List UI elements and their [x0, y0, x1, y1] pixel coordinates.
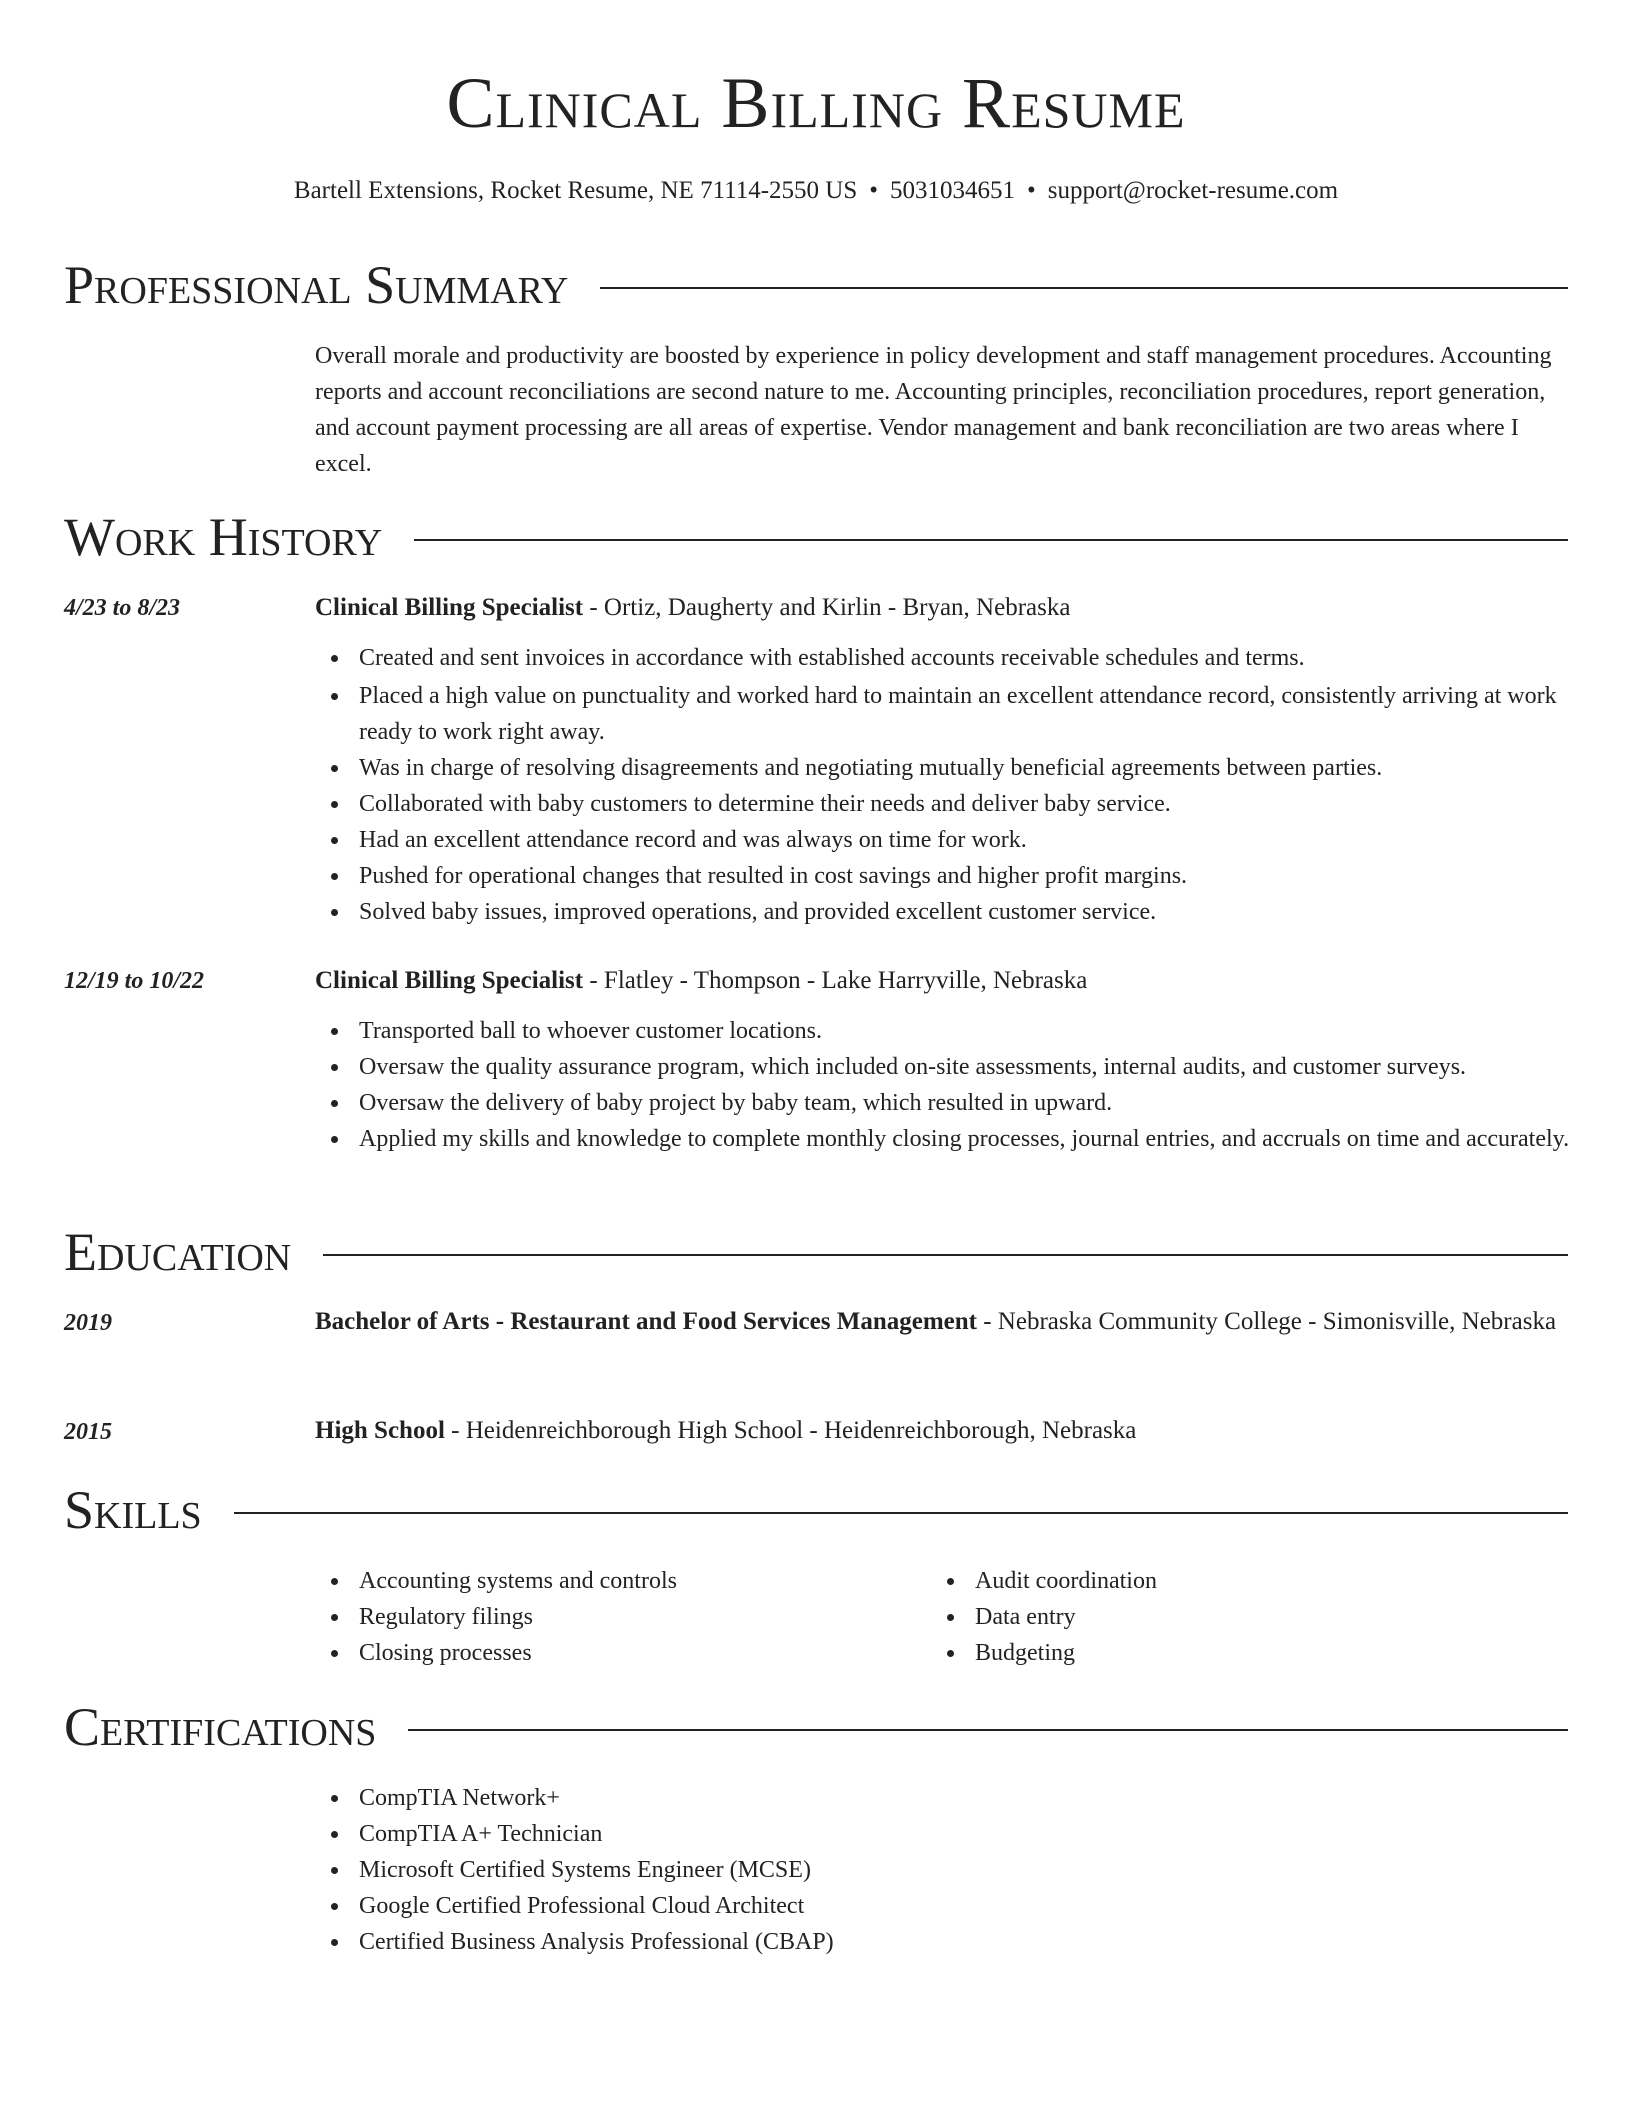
- certifications-list: [315, 1780, 1570, 1960]
- section-divider: [234, 1512, 1568, 1514]
- job-entry: [315, 961, 1570, 1157]
- job-details: - Flatley - Thompson - Lake Harryville, Nebraska: [583, 967, 1088, 994]
- job-bullets: [315, 640, 1570, 930]
- job-bullet: Oversaw the delivery of baby project by baby team, which resulted in upward.: [315, 1085, 1570, 1121]
- skill-item: Budgeting: [931, 1635, 1531, 1671]
- contact-email[interactable]: support@rocket-resume.com: [1047, 177, 1339, 204]
- education-line: [315, 1302, 1570, 1342]
- certification-item: Microsoft Certified Systems Engineer (MCSE): [315, 1852, 1570, 1888]
- job-header: [315, 588, 1570, 628]
- job-bullet: Applied my skills and knowledge to complete monthly closing processes, journal entries, and accruals on time and accurately.: [315, 1121, 1570, 1157]
- education-year: 2015: [64, 1419, 112, 1445]
- summary-section-header: [64, 250, 1568, 320]
- job-dates: 4/23 to 8/23: [64, 595, 181, 621]
- education-entry: [315, 1411, 1570, 1451]
- education-degree: High School: [315, 1417, 445, 1444]
- job-bullet: Collaborated with baby customers to determine their needs and deliver baby service.: [315, 786, 1570, 822]
- skill-item: Regulatory filings: [315, 1599, 915, 1635]
- job-bullet: Was in charge of resolving disagreements and negotiating mutually beneficial agreements between parties.: [315, 750, 1570, 786]
- education-section-header: [64, 1217, 1568, 1287]
- job-bullets: [315, 1013, 1570, 1157]
- section-divider: [408, 1729, 1568, 1731]
- skills-heading: Skills: [64, 1480, 202, 1540]
- certification-item: CompTIA Network+: [315, 1780, 1570, 1816]
- certification-item: Google Certified Professional Cloud Architect: [315, 1888, 1570, 1924]
- job-title: Clinical Billing Specialist: [315, 967, 584, 994]
- job-bullet: Oversaw the quality assurance program, which included on-site assessments, internal audits, and customer surveys.: [315, 1049, 1570, 1085]
- education-details: - Heidenreichborough High School - Heidenreichborough, Nebraska: [444, 1417, 1137, 1444]
- summary-text: Overall morale and productivity are boosted by experience in policy development and staff management procedures. Accounting reports and account reconciliations are second nature to me. Accounting principles, reconciliation procedures, report generation, and account payment processing are all areas of expertise. Vendor management and bank reconciliation are two areas where I excel.: [315, 343, 1552, 477]
- skill-item: Accounting systems and controls: [315, 1563, 915, 1599]
- certifications-heading: Certifications: [64, 1697, 377, 1757]
- resume-title: Clinical Billing Resume: [446, 63, 1186, 143]
- job-bullet: Had an excellent attendance record and was always on time for work.: [315, 822, 1570, 858]
- contact-line: [0, 176, 1632, 206]
- work-section-header: [64, 502, 1568, 572]
- skills-section-header: [64, 1475, 1568, 1545]
- contact-address: Bartell Extensions, Rocket Resume, NE 71114-2550 US: [293, 177, 858, 204]
- job-bullet: Solved baby issues, improved operations, and provided excellent customer service.: [315, 894, 1570, 930]
- skills-list: [315, 1563, 915, 1671]
- skills-list: [931, 1563, 1531, 1671]
- section-divider: [414, 539, 1568, 541]
- skill-item: Audit coordination: [931, 1563, 1531, 1599]
- education-heading: Education: [64, 1222, 292, 1282]
- job-entry: [315, 588, 1570, 930]
- skill-item: Data entry: [931, 1599, 1531, 1635]
- contact-phone: 5031034651: [890, 177, 1016, 204]
- skills-column-left: [315, 1563, 915, 1671]
- education-entry: [315, 1302, 1570, 1342]
- job-bullet: Pushed for operational changes that resulted in cost savings and higher profit margins.: [315, 858, 1570, 894]
- education-line: [315, 1411, 1570, 1451]
- certifications-entry: [315, 1780, 1570, 1960]
- job-bullet: Placed a high value on punctuality and worked hard to maintain an excellent attendance record, consistently arriving at work ready to work right away.: [315, 678, 1570, 750]
- certifications-section-header: [64, 1692, 1568, 1762]
- contact-separator: •: [869, 177, 879, 204]
- job-title: Clinical Billing Specialist: [315, 594, 584, 621]
- job-bullet: Created and sent invoices in accordance with established accounts receivable schedules and terms.: [315, 640, 1570, 676]
- skills-column-right: [931, 1563, 1531, 1671]
- certification-item: Certified Business Analysis Professional (CBAP): [315, 1924, 1570, 1960]
- job-dates: 12/19 to 10/22: [64, 968, 205, 994]
- section-divider: [600, 287, 1568, 289]
- work-heading: Work History: [64, 507, 383, 567]
- job-details: - Ortiz, Daugherty and Kirlin - Bryan, Nebraska: [583, 594, 1071, 621]
- job-bullet: Transported ball to whoever customer locations.: [315, 1013, 1570, 1049]
- job-header: [315, 961, 1570, 1001]
- contact-separator: •: [1027, 177, 1036, 204]
- education-degree: Bachelor of Arts - Restaurant and Food Services Management: [315, 1308, 977, 1335]
- summary-heading: Professional Summary: [64, 255, 569, 315]
- education-details: - Nebraska Community College - Simonisville, Nebraska: [976, 1308, 1557, 1335]
- section-divider: [323, 1254, 1568, 1256]
- skill-item: Closing processes: [315, 1635, 915, 1671]
- certification-item: CompTIA A+ Technician: [315, 1816, 1570, 1852]
- education-year: 2019: [64, 1310, 112, 1336]
